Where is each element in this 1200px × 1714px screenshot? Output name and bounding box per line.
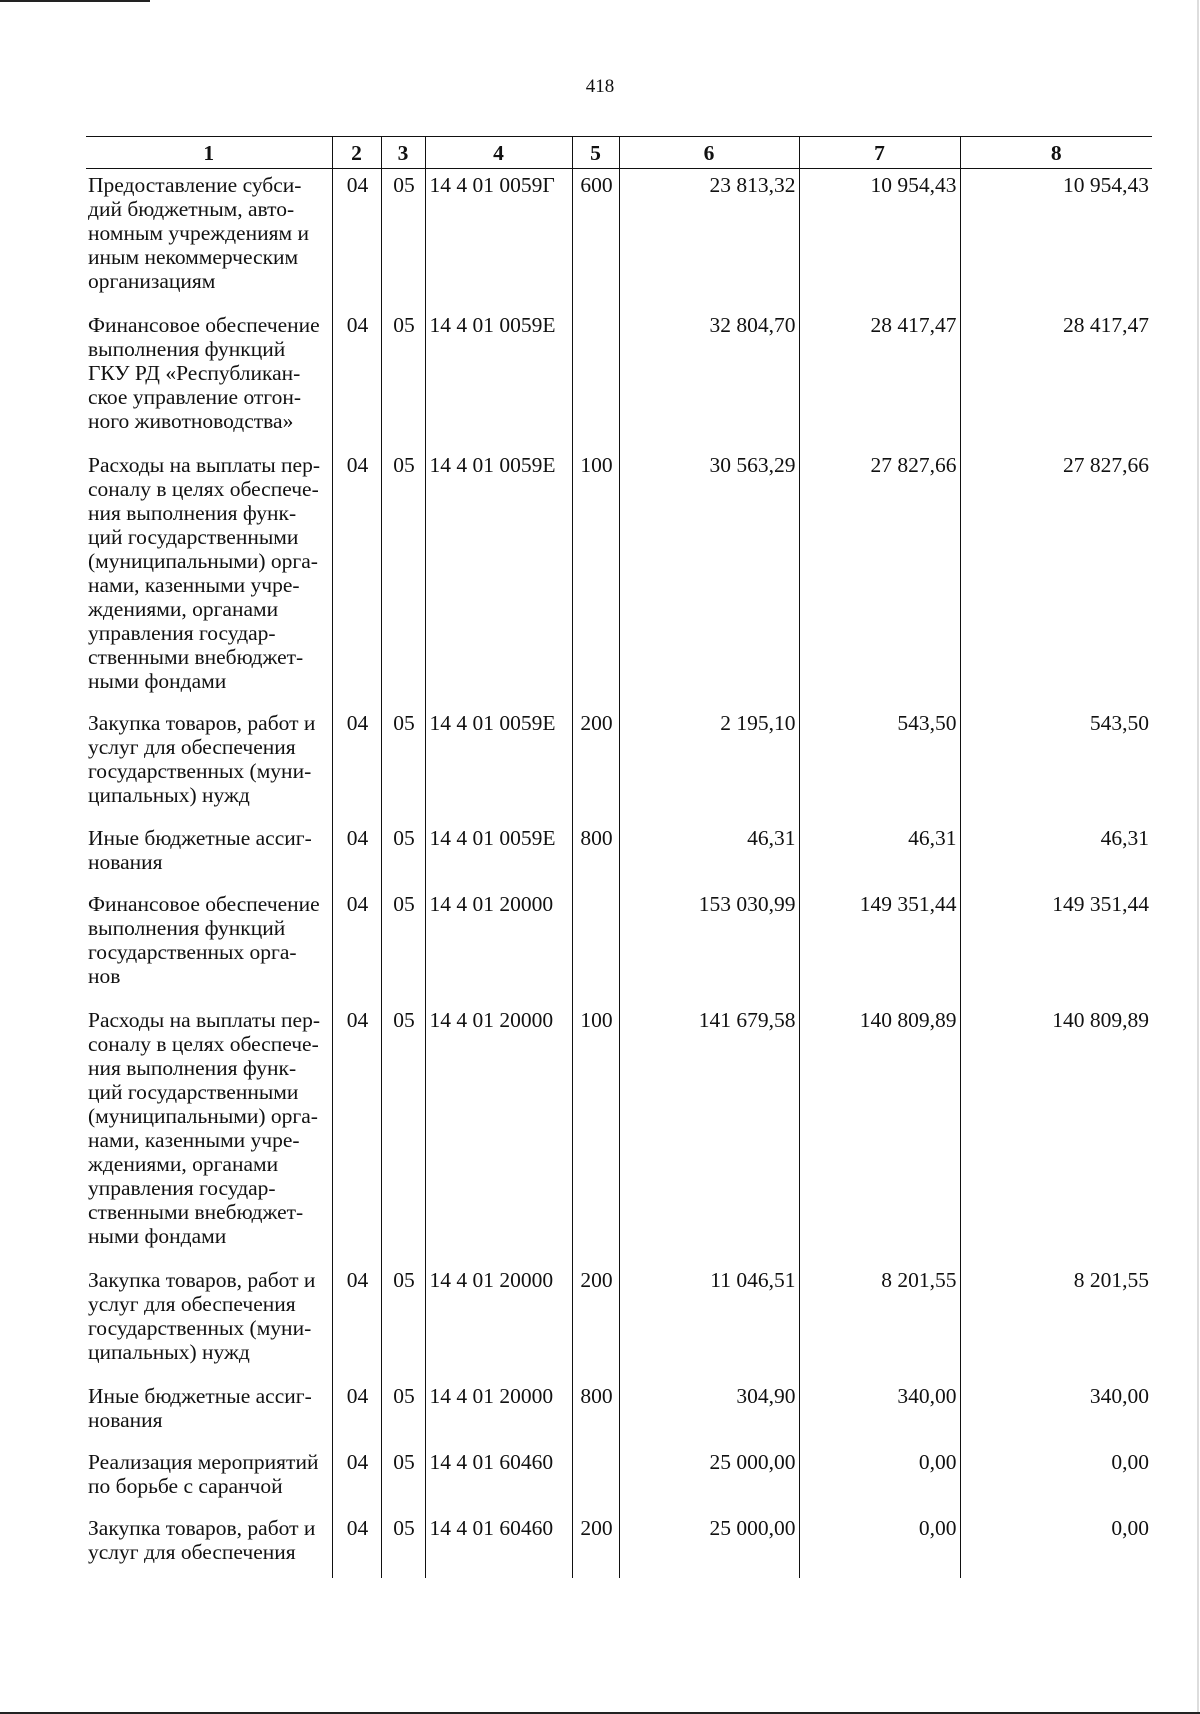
row-name-text: Иные бюджетные ассиг- нования (88, 825, 312, 874)
row-expense-type: 200 (572, 1264, 619, 1380)
row-section-code: 04 (332, 309, 381, 449)
row-target-article: 14 4 01 60460 (425, 1512, 572, 1578)
table-row (86, 1380, 1152, 1446)
row-amount-col6: 153 030,99 (619, 888, 799, 1004)
row-amount-col6: 25 000,00 (619, 1446, 799, 1512)
row-expense-type: 600 (572, 169, 619, 309)
row-subsection-code: 05 (381, 309, 425, 449)
row-section-code: 04 (332, 1004, 381, 1264)
row-subsection-code: 05 (381, 1004, 425, 1264)
header-col-2: 2 (332, 137, 381, 169)
row-amount-col8: 140 809,89 (960, 1004, 1152, 1264)
table-row (86, 309, 1152, 449)
header-col-5: 5 (572, 137, 619, 169)
row-subsection-code: 05 (381, 822, 425, 888)
row-target-article: 14 4 01 20000 (425, 888, 572, 1004)
row-amount-col7: 8 201,55 (799, 1264, 960, 1380)
row-expense-type (572, 888, 619, 1004)
table-row (86, 1264, 1152, 1380)
row-name-text: Расходы на выплаты пер- соналу в целях обеспече- ния выполнения функ- ций государственными (муниципальными) орга- нами, казенными учре- ждениями, органами управления государ- ственными внебюджет- ными фондами (88, 1007, 320, 1248)
row-amount-col7: 46,31 (799, 822, 960, 888)
row-section-code: 04 (332, 1264, 381, 1380)
row-amount-col6: 32 804,70 (619, 309, 799, 449)
row-amount-col7: 10 954,43 (799, 169, 960, 309)
row-amount-col6: 304,90 (619, 1380, 799, 1446)
row-amount-col8: 149 351,44 (960, 888, 1152, 1004)
header-col-8: 8 (960, 137, 1152, 169)
row-name-text: Закупка товаров, работ и услуг для обеспечения государственных (муни- ципальных) нужд (88, 1267, 316, 1364)
row-amount-col6: 141 679,58 (619, 1004, 799, 1264)
row-name (86, 888, 332, 1004)
row-amount-col8: 10 954,43 (960, 169, 1152, 309)
table-row (86, 1512, 1152, 1578)
row-expense-type: 200 (572, 1512, 619, 1578)
row-section-code: 04 (332, 1512, 381, 1578)
row-name (86, 1446, 332, 1512)
row-amount-col8: 340,00 (960, 1380, 1152, 1446)
row-amount-col6: 2 195,10 (619, 707, 799, 822)
row-amount-col6: 30 563,29 (619, 449, 799, 707)
row-section-code: 04 (332, 888, 381, 1004)
row-amount-col8: 0,00 (960, 1512, 1152, 1578)
row-amount-col6: 46,31 (619, 822, 799, 888)
row-subsection-code: 05 (381, 707, 425, 822)
row-target-article: 14 4 01 0059Е (425, 822, 572, 888)
row-target-article: 14 4 01 0059Е (425, 309, 572, 449)
row-section-code: 04 (332, 1446, 381, 1512)
row-amount-col7: 0,00 (799, 1512, 960, 1578)
row-target-article: 14 4 01 60460 (425, 1446, 572, 1512)
row-amount-col7: 28 417,47 (799, 309, 960, 449)
row-amount-col6: 25 000,00 (619, 1512, 799, 1578)
row-name-text: Иные бюджетные ассиг- нования (88, 1383, 312, 1432)
row-name (86, 169, 332, 309)
row-name (86, 1512, 332, 1578)
row-amount-col6: 11 046,51 (619, 1264, 799, 1380)
row-section-code: 04 (332, 707, 381, 822)
table-row (86, 707, 1152, 822)
row-target-article: 14 4 01 20000 (425, 1264, 572, 1380)
row-subsection-code: 05 (381, 1264, 425, 1380)
row-subsection-code: 05 (381, 1446, 425, 1512)
header-col-4: 4 (425, 137, 572, 169)
row-amount-col7: 149 351,44 (799, 888, 960, 1004)
row-name (86, 449, 332, 707)
row-subsection-code: 05 (381, 169, 425, 309)
header-row (86, 137, 1152, 169)
row-name (86, 707, 332, 822)
table-row (86, 169, 1152, 309)
row-amount-col8: 543,50 (960, 707, 1152, 822)
row-amount-col7: 27 827,66 (799, 449, 960, 707)
row-name (86, 309, 332, 449)
page-number: 418 (585, 76, 615, 97)
header-col-6: 6 (619, 137, 799, 169)
row-expense-type: 800 (572, 1380, 619, 1446)
row-subsection-code: 05 (381, 1380, 425, 1446)
row-amount-col6: 23 813,32 (619, 169, 799, 309)
row-section-code: 04 (332, 1380, 381, 1446)
header-col-1: 1 (86, 137, 332, 169)
row-amount-col8: 46,31 (960, 822, 1152, 888)
budget-table (86, 136, 1152, 1578)
row-expense-type: 100 (572, 1004, 619, 1264)
row-amount-col7: 543,50 (799, 707, 960, 822)
table-row (86, 449, 1152, 707)
row-target-article: 14 4 01 0059Е (425, 449, 572, 707)
table-row (86, 888, 1152, 1004)
header-col-3: 3 (381, 137, 425, 169)
row-expense-type: 200 (572, 707, 619, 822)
row-name-text: Предоставление субси- дий бюджетным, авто- номным учреждениям и иным некоммерческим организациям (88, 173, 309, 293)
row-section-code: 04 (332, 822, 381, 888)
row-section-code: 04 (332, 449, 381, 707)
row-target-article: 14 4 01 0059Е (425, 707, 572, 822)
row-subsection-code: 05 (381, 449, 425, 707)
row-amount-col8: 28 417,47 (960, 309, 1152, 449)
row-amount-col8: 8 201,55 (960, 1264, 1152, 1380)
row-target-article: 14 4 01 20000 (425, 1380, 572, 1446)
row-name-text: Расходы на выплаты пер- соналу в целях обеспече- ния выполнения функ- ций государственными (муниципальными) орга- нами, казенными учре- ждениями, органами управления государ- ственными внебюджет- ными фондами (88, 452, 320, 693)
row-amount-col7: 340,00 (799, 1380, 960, 1446)
row-subsection-code: 05 (381, 1512, 425, 1578)
row-name (86, 1004, 332, 1264)
row-expense-type (572, 309, 619, 449)
row-name-text: Финансовое обеспечение выполнения функций государственных орга- нов (88, 891, 320, 988)
row-name-text: Реализация мероприятий по борьбе с саранчой (88, 1449, 319, 1498)
row-name-text: Финансовое обеспечение выполнения функций ГКУ РД «Республикан- ское управление отгон- ного животноводства» (88, 312, 320, 433)
row-target-article: 14 4 01 20000 (425, 1004, 572, 1264)
row-amount-col8: 27 827,66 (960, 449, 1152, 707)
row-expense-type: 100 (572, 449, 619, 707)
table-row (86, 822, 1152, 888)
row-expense-type (572, 1446, 619, 1512)
row-amount-col7: 140 809,89 (799, 1004, 960, 1264)
table-row (86, 1004, 1152, 1264)
row-name (86, 1380, 332, 1446)
row-section-code: 04 (332, 169, 381, 309)
row-subsection-code: 05 (381, 888, 425, 1004)
row-expense-type: 800 (572, 822, 619, 888)
row-amount-col8: 0,00 (960, 1446, 1152, 1512)
row-name-text: Закупка товаров, работ и услуг для обеспечения государственных (муни- ципальных) нужд (88, 710, 316, 807)
right-edge-rule (1197, 0, 1199, 1714)
table-row (86, 1446, 1152, 1512)
top-edge-rule (0, 0, 150, 2)
row-name-text: Закупка товаров, работ и услуг для обеспечения (88, 1515, 316, 1564)
row-name (86, 1264, 332, 1380)
row-amount-col7: 0,00 (799, 1446, 960, 1512)
row-target-article: 14 4 01 0059Г (425, 169, 572, 309)
header-col-7: 7 (799, 137, 960, 169)
row-name (86, 822, 332, 888)
